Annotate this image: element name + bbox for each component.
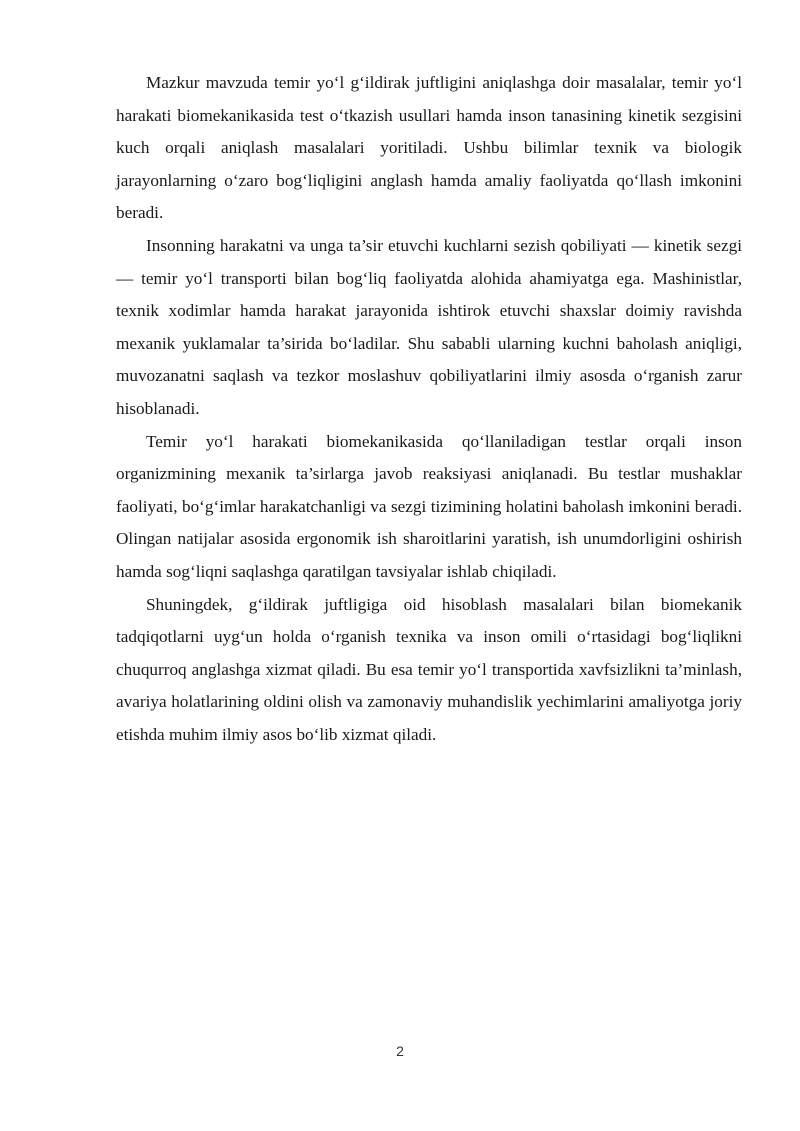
document-body (116, 67, 742, 751)
paragraph-4: Shuningdek, g‘ildirak juftligiga oid hisoblash masalalari bilan biomekanik tadqiqotlarni uyg‘un holda o‘rganish texnika va inson omili o‘rtasidagi bog‘liqlikni chuqurroq anglashga xizmat qiladi. Bu esa temir yo‘l transportida xavfsizlikni ta’minlash, avariya holatlarining oldini olish va zamonaviy muhandislik yechimlarini amaliyotga joriy etishda muhim ilmiy asos bo‘lib xizmat qiladi. (116, 594, 742, 744)
page-number: 2 (396, 1043, 404, 1059)
paragraph-1: Mazkur mavzuda temir yo‘l g‘ildirak juftligini aniqlashga doir masalalar, temir yo‘l harakati biomekanikasida test o‘tkazish usullari hamda inson tanasining kinetik sezgisini kuch orqali aniqlash masalalari yoritiladi. Ushbu bilimlar texnik va biologik jarayonlarning o‘zaro bog‘liqligini anglash hamda amaliy faoliyatda qo‘llash imkonini beradi. (116, 73, 742, 223)
paragraph-2: Insonning harakatni va unga ta’sir etuvchi kuchlarni sezish qobiliyati — kinetik sezgi — temir yo‘l transporti bilan bog‘liq faoliyatda alohida ahamiyatga ega. Mashinistlar, texnik xodimlar hamda harakat jarayonida ishtirok etuvchi shaxslar doimiy ravishda mexanik yuklamalar ta’sirida bo‘ladilar. Shu sababli ularning kuchni baholash aniqligi, muvozanatni saqlash va tezkor moslashuv qobiliyatlarini ilmiy asosda o‘rganish zarur hisoblanadi. (116, 235, 742, 418)
paragraph-3: Temir yo‘l harakati biomekanikasida qo‘llaniladigan testlar orqali inson organizmining mexanik ta’sirlarga javob reaksiyasi aniqlanadi. Bu testlar mushaklar faoliyati, bo‘g‘imlar harakatchanligi va sezgi tizimining holatini baholash imkonini beradi. Olingan natijalar asosida ergonomik ish sharoitlarini yaratish, ish unumdorligini oshirish hamda sog‘liqni saqlashga qaratilgan tavsiyalar ishlab chiqiladi. (116, 431, 742, 581)
